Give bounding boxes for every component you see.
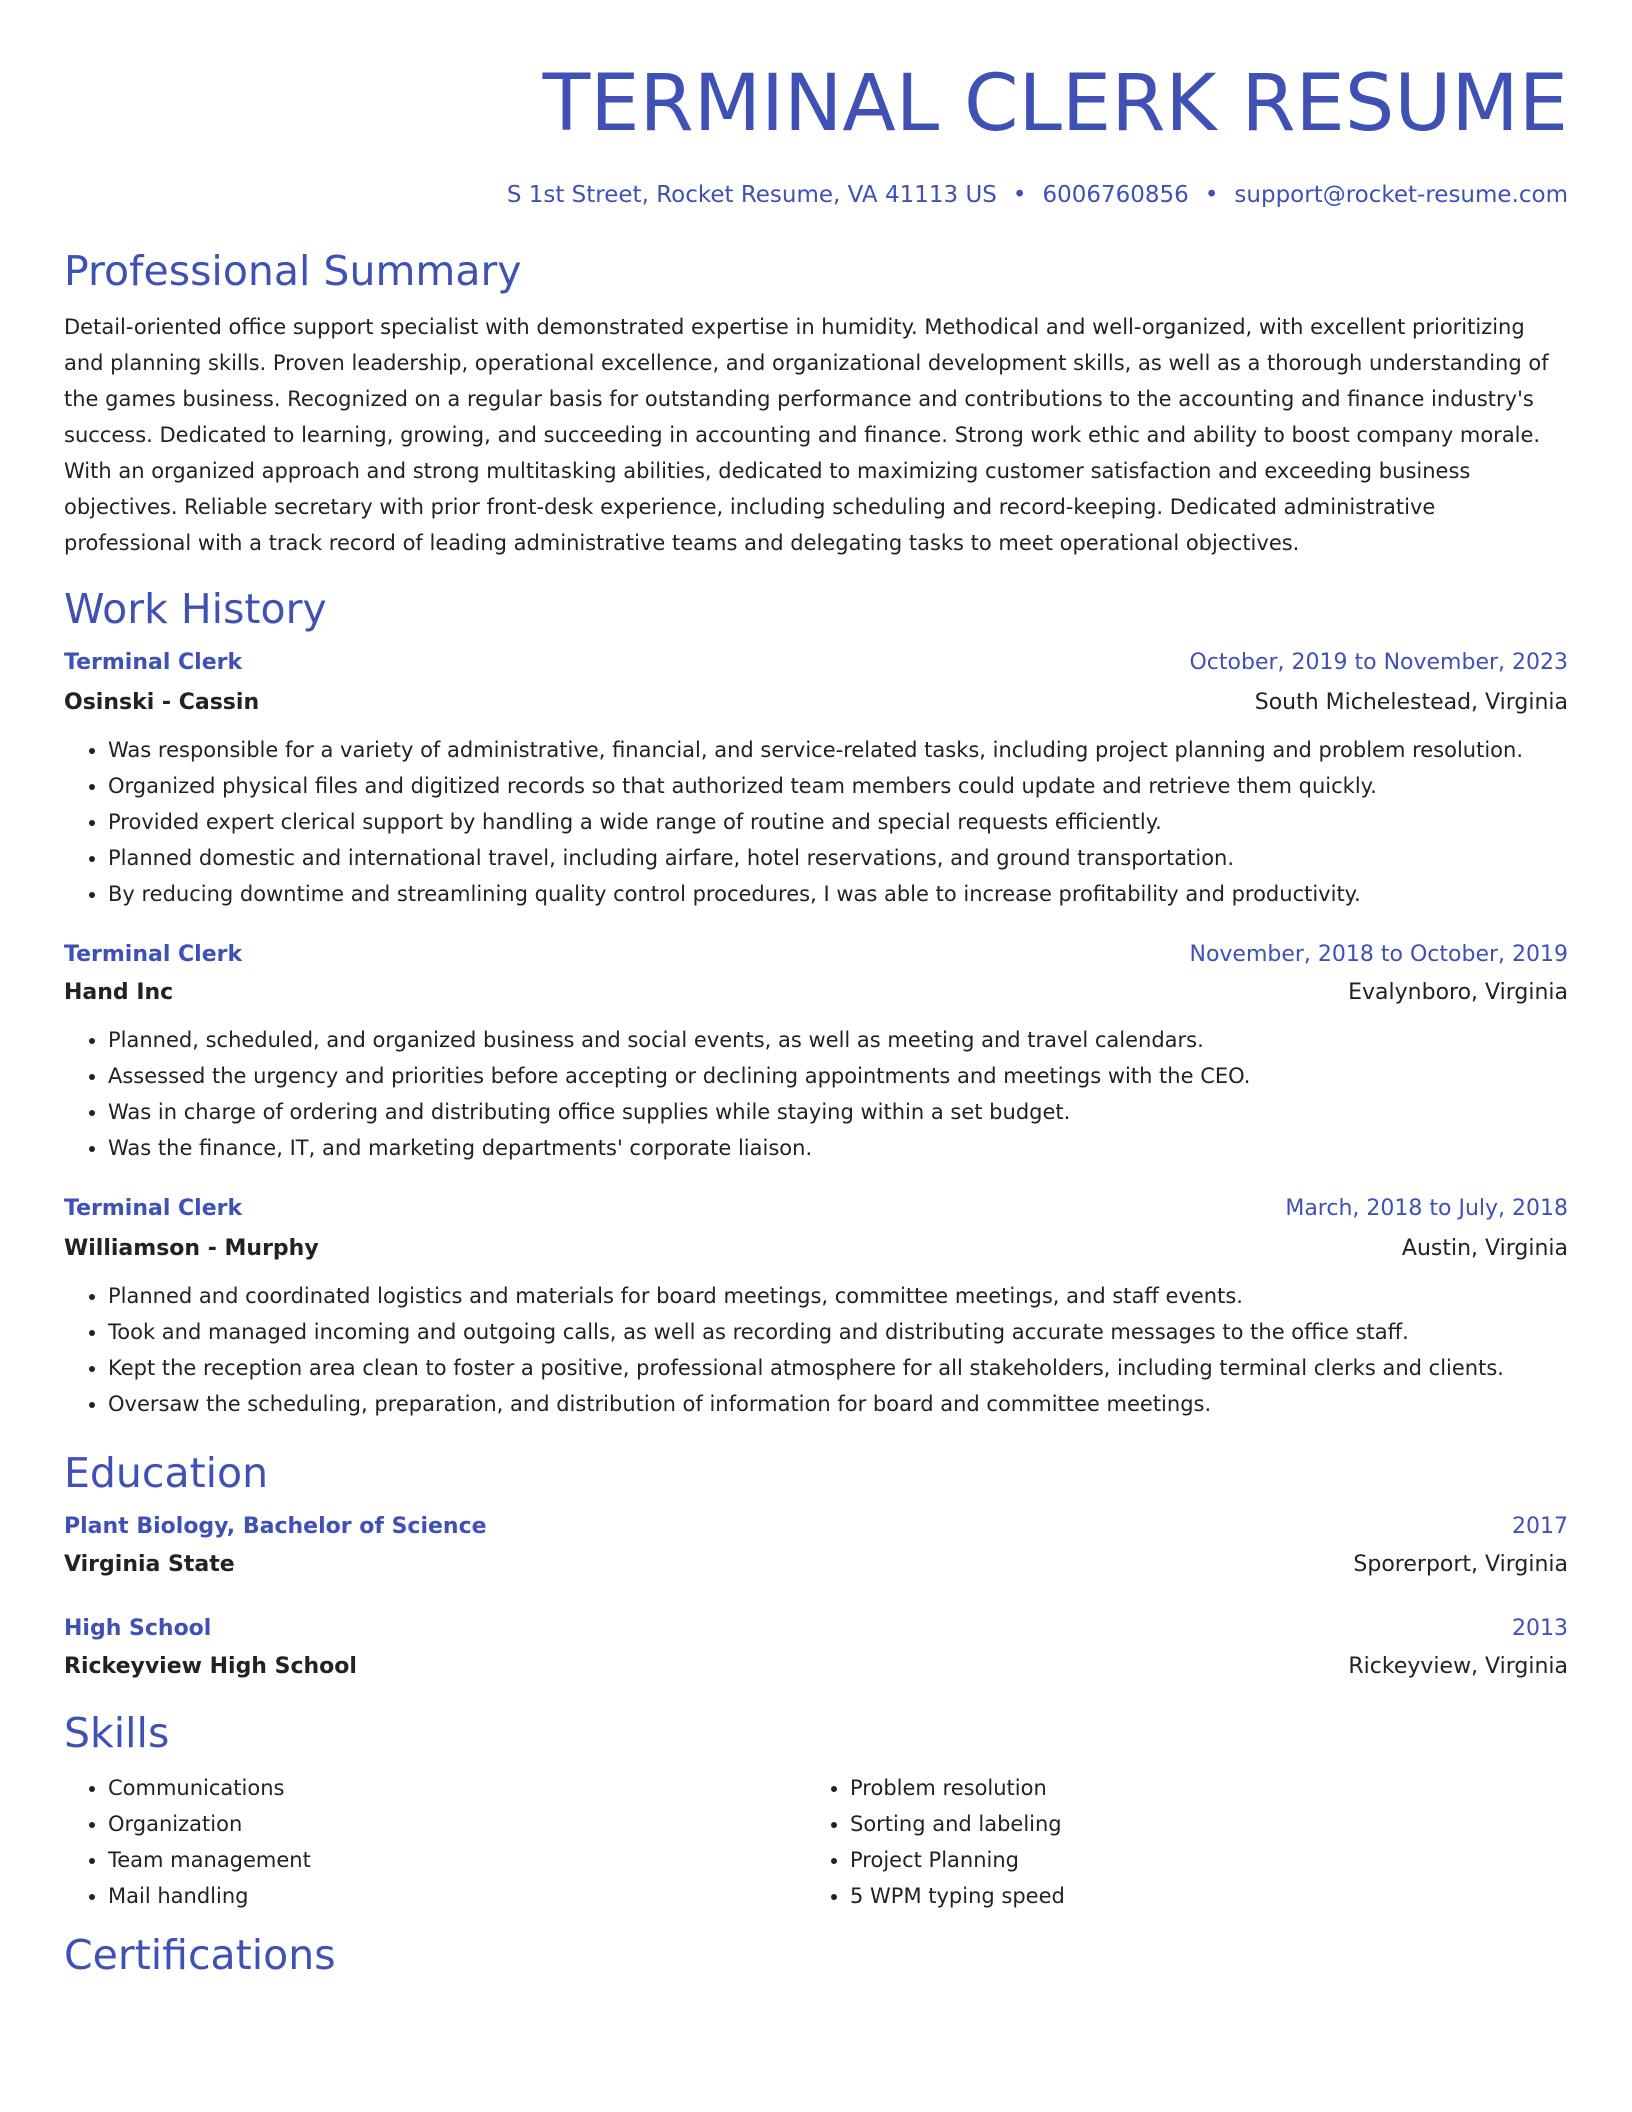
job-header-row — [64, 940, 1568, 970]
job-entry — [64, 940, 1568, 1166]
education-header-row — [64, 1614, 1568, 1644]
job-dates: November, 2018 to October, 2019 — [1189, 942, 1568, 967]
education-entry — [64, 1512, 1568, 1580]
work-history-heading: Work History — [64, 585, 327, 633]
job-entry — [64, 1194, 1568, 1422]
skill-item: • Communications — [108, 1770, 806, 1806]
skills-bullets — [64, 1770, 806, 1914]
job-bullet: • Assessed the urgency and priorities before accepting or declining appointments and meetings with the CEO. — [108, 1058, 1568, 1094]
job-dates: October, 2019 to November, 2023 — [1189, 650, 1568, 675]
job-bullet: • Oversaw the scheduling, preparation, and distribution of information for board and committee meetings. — [108, 1386, 1568, 1422]
job-company-row — [64, 688, 1568, 718]
skills-list — [64, 1770, 1568, 1914]
education-school: Rickeyview High School — [64, 1654, 357, 1679]
job-bullets — [64, 1022, 1568, 1166]
job-bullet: • Organized physical files and digitized records so that authorized team members could update and retrieve them quickly. — [108, 768, 1568, 804]
education-degree: Plant Biology, Bachelor of Science — [64, 1514, 487, 1539]
education-entry — [64, 1614, 1568, 1682]
contact-separator: • — [1204, 182, 1219, 208]
job-bullets — [64, 1278, 1568, 1422]
job-bullet: • Planned and coordinated logistics and materials for board meetings, committee meetings, and staff events. — [108, 1278, 1568, 1314]
education-heading: Education — [64, 1449, 269, 1497]
job-bullet: • Was responsible for a variety of administrative, financial, and service-related tasks, including project planning and problem resolution. — [108, 732, 1568, 768]
skills-column-right — [806, 1770, 1548, 1914]
job-title: Terminal Clerk — [64, 650, 243, 675]
education-location: Rickeyview, Virginia — [1348, 1654, 1568, 1679]
job-title: Terminal Clerk — [64, 942, 243, 967]
skill-item: • Mail handling — [108, 1878, 806, 1914]
job-bullet: • Kept the reception area clean to foster a positive, professional atmosphere for all stakeholders, including terminal clerks and clients. — [108, 1350, 1568, 1386]
job-bullet: • Planned domestic and international travel, including airfare, hotel reservations, and ground transportation. — [108, 840, 1568, 876]
summary-heading: Professional Summary — [64, 247, 522, 295]
job-bullet: • Took and managed incoming and outgoing calls, as well as recording and distributing accurate messages to the office staff. — [108, 1314, 1568, 1350]
education-degree: High School — [64, 1616, 212, 1641]
certifications-heading: Certifications — [64, 1931, 336, 1979]
contact-address: S 1st Street, Rocket Resume, VA 41113 US — [506, 182, 997, 208]
job-bullet: • By reducing downtime and streamlining quality control procedures, I was able to increase profitability and productivity. — [108, 876, 1568, 912]
skill-item: • Sorting and labeling — [850, 1806, 1548, 1842]
skill-item: • Project Planning — [850, 1842, 1548, 1878]
education-year: 2017 — [1512, 1514, 1568, 1539]
education-location: Sporerport, Virginia — [1353, 1552, 1568, 1577]
skills-column-left — [64, 1770, 806, 1914]
job-company: Williamson - Murphy — [64, 1236, 319, 1261]
contact-email: support@rocket-resume.com — [1234, 182, 1568, 208]
education-school-row — [64, 1652, 1568, 1682]
skill-item: • Organization — [108, 1806, 806, 1842]
resume-page — [64, 0, 1568, 1980]
contact-line — [64, 180, 1568, 210]
skill-item: • Problem resolution — [850, 1770, 1548, 1806]
resume-title: TERMINAL CLERK RESUME — [542, 59, 1568, 149]
job-title: Terminal Clerk — [64, 1196, 243, 1221]
summary-text: Detail-oriented office support specialist with demonstrated expertise in humidity. Methodical and well-organized, with excellent prioritizing and planning skills. Proven leadership, operational excellence, and organizational development skills, as well as a thorough understanding of the games business. Recognized on a regular basis for outstanding performance and contributions to the accounting and finance industry's success. Dedicated to learning, growing, and succeeding in accounting and finance. Strong work ethic and ability to boost company morale. With an organized approach and strong multitasking abilities, dedicated to maximizing customer satisfaction and exceeding business objectives. Reliable secretary with prior front-desk experience, including scheduling and record-keeping. Dedicated administrative professional with a track record of leading administrative teams and delegating tasks to meet operational objectives. — [64, 315, 1549, 555]
education-header-row — [64, 1512, 1568, 1542]
education-year: 2013 — [1512, 1616, 1568, 1641]
job-bullets — [64, 732, 1568, 912]
job-header-row — [64, 648, 1568, 678]
skills-bullets — [806, 1770, 1548, 1914]
job-location: Evalynboro, Virginia — [1348, 980, 1568, 1005]
job-header-row — [64, 1194, 1568, 1224]
job-company: Hand Inc — [64, 980, 174, 1005]
skill-item: • 5 WPM typing speed — [850, 1878, 1548, 1914]
job-company: Osinski - Cassin — [64, 690, 260, 715]
job-location: South Michelestead, Virginia — [1254, 690, 1568, 715]
contact-separator: • — [1012, 182, 1027, 208]
job-bullet: • Was in charge of ordering and distributing office supplies while staying within a set budget. — [108, 1094, 1568, 1130]
skills-heading: Skills — [64, 1709, 170, 1757]
skill-item: • Team management — [108, 1842, 806, 1878]
job-bullet: • Planned, scheduled, and organized business and social events, as well as meeting and travel calendars. — [108, 1022, 1568, 1058]
job-entry — [64, 648, 1568, 912]
job-bullet: • Was the finance, IT, and marketing departments' corporate liaison. — [108, 1130, 1568, 1166]
job-location: Austin, Virginia — [1401, 1236, 1568, 1261]
job-company-row — [64, 1234, 1568, 1264]
education-school-row — [64, 1550, 1568, 1580]
job-bullet: • Provided expert clerical support by handling a wide range of routine and special requests efficiently. — [108, 804, 1568, 840]
job-company-row — [64, 978, 1568, 1008]
education-school: Virginia State — [64, 1552, 235, 1577]
contact-phone: 6006760856 — [1042, 182, 1189, 208]
job-dates: March, 2018 to July, 2018 — [1285, 1196, 1568, 1221]
